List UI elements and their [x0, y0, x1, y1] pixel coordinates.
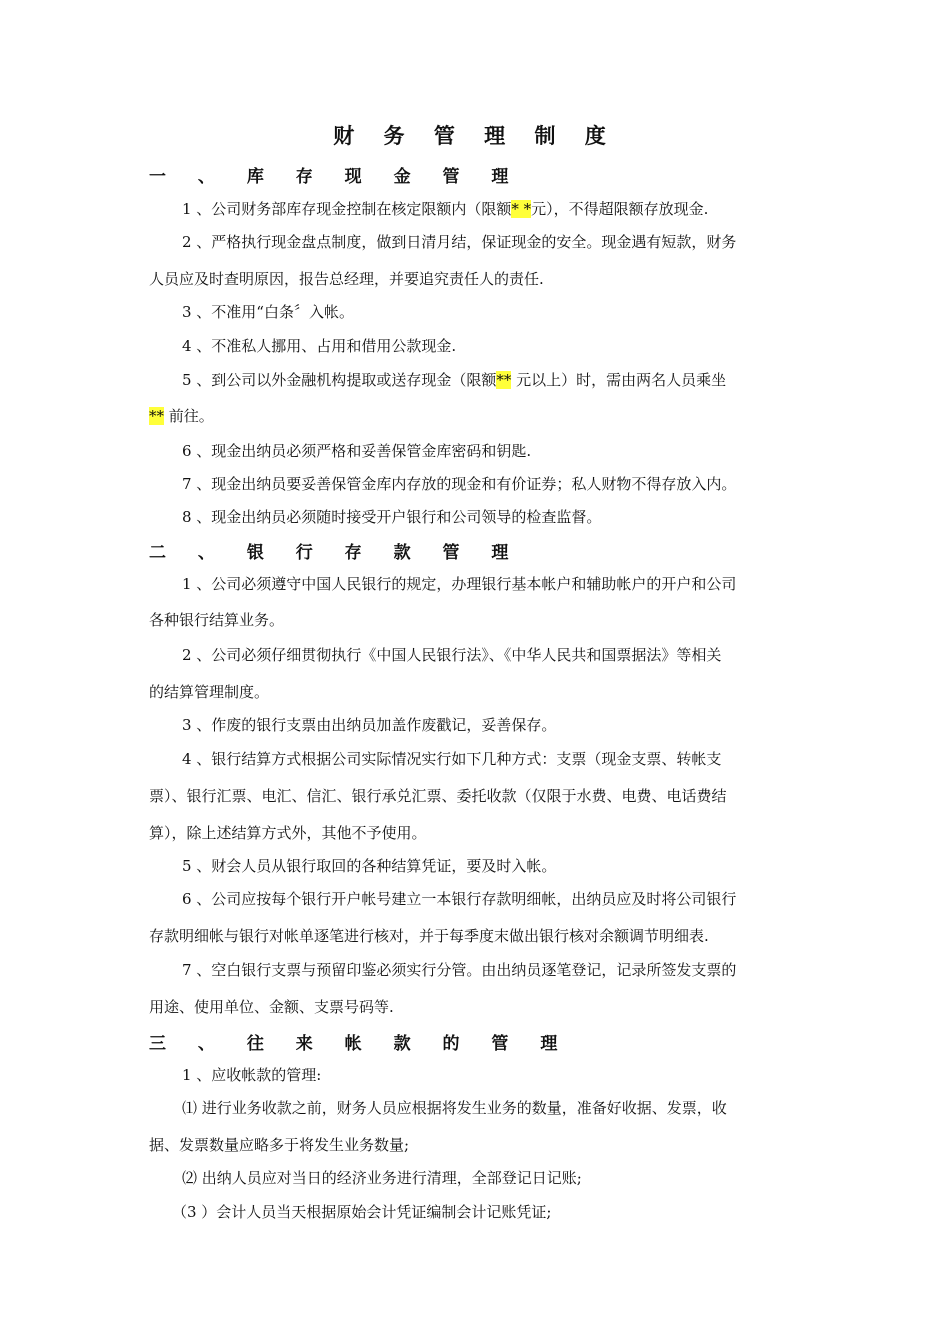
highlight-mark: **: [149, 407, 164, 425]
paragraph-line: 2 、公司必须仔细贯彻执行《中国人民银行法》、《中华人民共和国票据法》等相关: [182, 646, 722, 664]
paragraph-line: 8 、现金出纳员必须随时接受开户银行和公司领导的检查监督。: [182, 508, 602, 526]
paragraph-line: 用途、使用单位、金额、支票号码等.: [149, 998, 394, 1016]
paragraph-line: 7 、现金出纳员要妥善保管金库内存放的现金和有价证券；私人财物不得存放入内。: [182, 475, 737, 493]
paragraph-line: 1 、公司财务部库存现金控制在核定限额内（限额* *元），不得超限额存放现金.: [182, 200, 709, 218]
highlight-mark: **: [496, 371, 512, 389]
section-heading-accounts: 三 、 往 来 帐 款 的 管 理: [149, 1034, 571, 1054]
paragraph-line: 票）、银行汇票、电汇、信汇、银行承兑汇票、委托收款（仅限于水费、电费、电话费结: [149, 787, 727, 805]
paragraph-line: 1 、公司必须遵守中国人民银行的规定，办理银行基本帐户和辅助帐户的开户和公司: [182, 575, 737, 593]
paragraph-line: 4 、不准私人挪用、占用和借用公款现金.: [182, 337, 457, 355]
paragraph-line: （3 ）会计人员当天根据原始会计凭证编制会计记账凭证;: [172, 1203, 552, 1221]
paragraph-line: 人员应及时查明原因，报告总经理，并要追究责任人的责任.: [149, 270, 544, 288]
paragraph-line: 的结算管理制度。: [149, 683, 270, 701]
paragraph-line: 存款明细帐与银行对帐单逐笔进行核对，并于每季度末做出银行核对余额调节明细表.: [149, 927, 709, 945]
paragraph-line: 据、发票数量应略多于将发生业务数量;: [149, 1136, 410, 1154]
paragraph-line: 各种银行结算业务。: [149, 611, 285, 629]
paragraph-line: 3 、作废的银行支票由出纳员加盖作废戳记，妥善保存。: [182, 716, 557, 734]
section-heading-cash: 一 、 库 存 现 金 管 理: [149, 167, 522, 187]
paragraph-line: 5 、财会人员从银行取回的各种结算凭证，要及时入帐。: [182, 857, 557, 875]
paragraph-line: 2 、严格执行现金盘点制度，做到日清月结，保证现金的安全。现金遇有短款，财务: [182, 233, 737, 251]
highlight-mark: * *: [511, 200, 532, 218]
paragraph-line: ⑴ 进行业务收款之前，财务人员应根据将发生业务的数量，准备好收据、发票，收: [182, 1099, 727, 1117]
paragraph-line: 3 、不准用“白条〞入帐。: [182, 303, 354, 321]
paragraph-line: 算），除上述结算方式外，其他不予使用。: [149, 824, 427, 842]
paragraph-line: 6 、公司应按每个银行开户帐号建立一本银行存款明细帐，出纳员应及时将公司银行: [182, 890, 737, 908]
document-title: 财 务 管 理 制 度: [333, 124, 617, 148]
paragraph-line: ** 前往。: [149, 407, 214, 425]
paragraph-line: 7 、空白银行支票与预留印鉴必须实行分管。由出纳员逐笔登记，记录所签发支票的: [182, 961, 737, 979]
paragraph-line: 1 、应收帐款的管理:: [182, 1066, 322, 1084]
section-heading-bank: 二 、 银 行 存 款 管 理: [149, 543, 522, 563]
paragraph-line: 4 、银行结算方式根据公司实际情况实行如下几种方式：支票（现金支票、转帐支: [182, 750, 722, 768]
paragraph-line: 5 、到公司以外金融机构提取或送存现金（限额** 元以上）时，需由两名人员乘坐: [182, 371, 727, 389]
paragraph-line: ⑵ 出纳人员应对当日的经济业务进行清理，全部登记日记账;: [182, 1169, 582, 1187]
paragraph-line: 6 、现金出纳员必须严格和妥善保管金库密码和钥匙.: [182, 442, 532, 460]
